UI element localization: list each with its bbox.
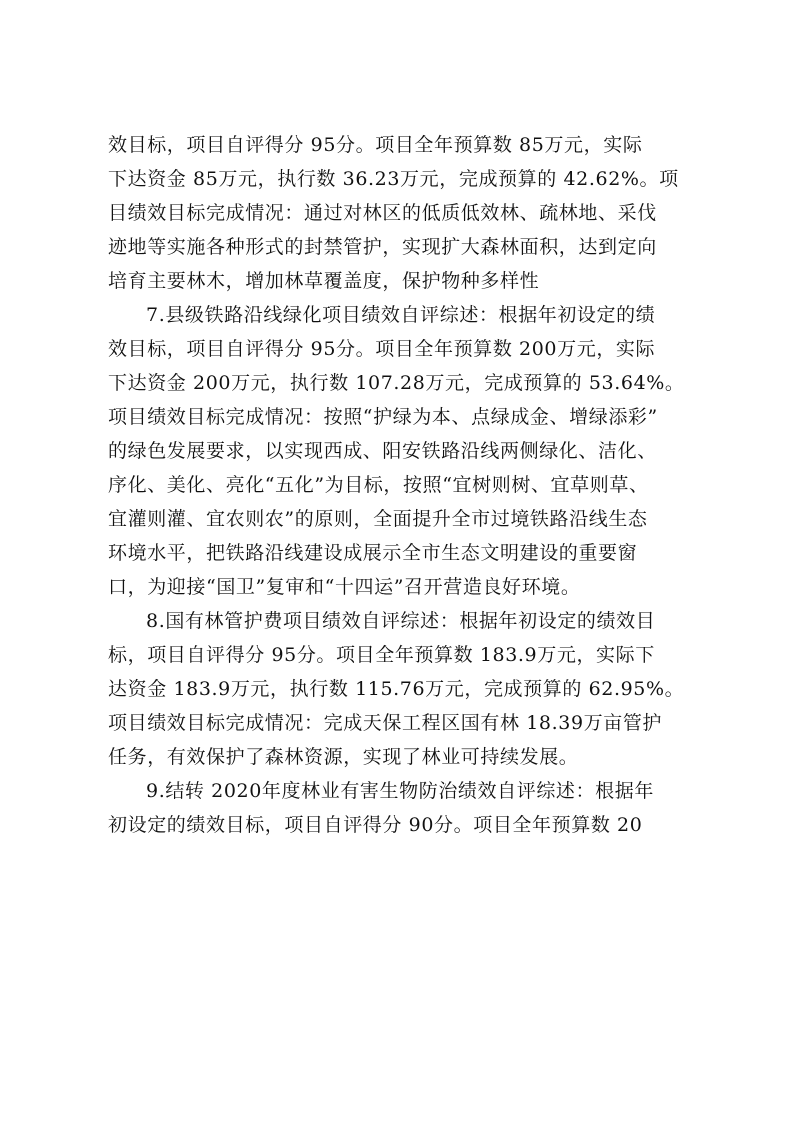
text-line: 项目绩效目标完成情况：按照“护绿为本、点绿成金、增绿添彩” [108, 406, 658, 428]
text-line: 达资金 183.9万元，执行数 115.76万元，完成预算的 62.95%。 [108, 678, 685, 700]
text-line: 环境水平，把铁路沿线建设成展示全市生态文明建设的重要窗 [108, 542, 638, 564]
text-line: 初设定的绩效目标，项目自评得分 90分。项目全年预算数 20 [108, 814, 643, 836]
text-line: 下达资金 200万元，执行数 107.28万元，完成预算的 53.64%。 [108, 372, 685, 394]
text-line: 标，项目自评得分 95分。项目全年预算数 183.9万元，实际下 [108, 644, 655, 666]
text-line: 目绩效目标完成情况：通过对林区的低质低效林、疏林地、采伐 [108, 202, 657, 224]
text-line: 9.结转 2020年度林业有害生物防治绩效自评综述：根据年 [146, 780, 654, 802]
text-line: 的绿色发展要求，以实现西成、阳安铁路沿线两侧绿化、洁化、 [108, 440, 657, 462]
paragraph-item-9-pest-control [108, 774, 692, 842]
text-line: 7.县级铁路沿线绿化项目绩效自评综述：根据年初设定的绩 [146, 304, 656, 326]
text-line: 序化、美化、亮化“五化”为目标，按照“宜树则树、宜草则草、 [108, 474, 649, 496]
paragraph-item-6-continued [108, 128, 692, 298]
paragraph-item-8-state-forest [108, 604, 692, 774]
text-line: 培育主要林木，增加林草覆盖度，保护物种多样性 [108, 270, 540, 292]
text-line: 效目标，项目自评得分 95分。项目全年预算数 200万元，实际 [108, 338, 656, 360]
text-line: 口，为迎接“国卫”复审和“十四运”召开营造良好环境。 [108, 576, 581, 598]
text-line: 宜灌则灌、宜农则农”的原则，全面提升全市过境铁路沿线生态 [108, 508, 648, 530]
paragraph-item-7-railway-greening [108, 298, 692, 604]
text-line: 效目标，项目自评得分 95分。项目全年预算数 85万元，实际 [108, 134, 643, 156]
text-line: 项目绩效目标完成情况：完成天保工程区国有林 18.39万亩管护 [108, 712, 663, 734]
text-line: 任务，有效保护了森林资源，实现了林业可持续发展。 [108, 746, 579, 768]
text-line: 下达资金 85万元，执行数 36.23万元，完成预算的 42.62%。项 [108, 168, 679, 190]
text-line: 8.国有林管护费项目绩效自评综述：根据年初设定的绩效目 [146, 610, 656, 632]
text-line: 迹地等实施各种形式的封禁管护，实现扩大森林面积，达到定向 [108, 236, 657, 258]
document-body [108, 128, 692, 842]
